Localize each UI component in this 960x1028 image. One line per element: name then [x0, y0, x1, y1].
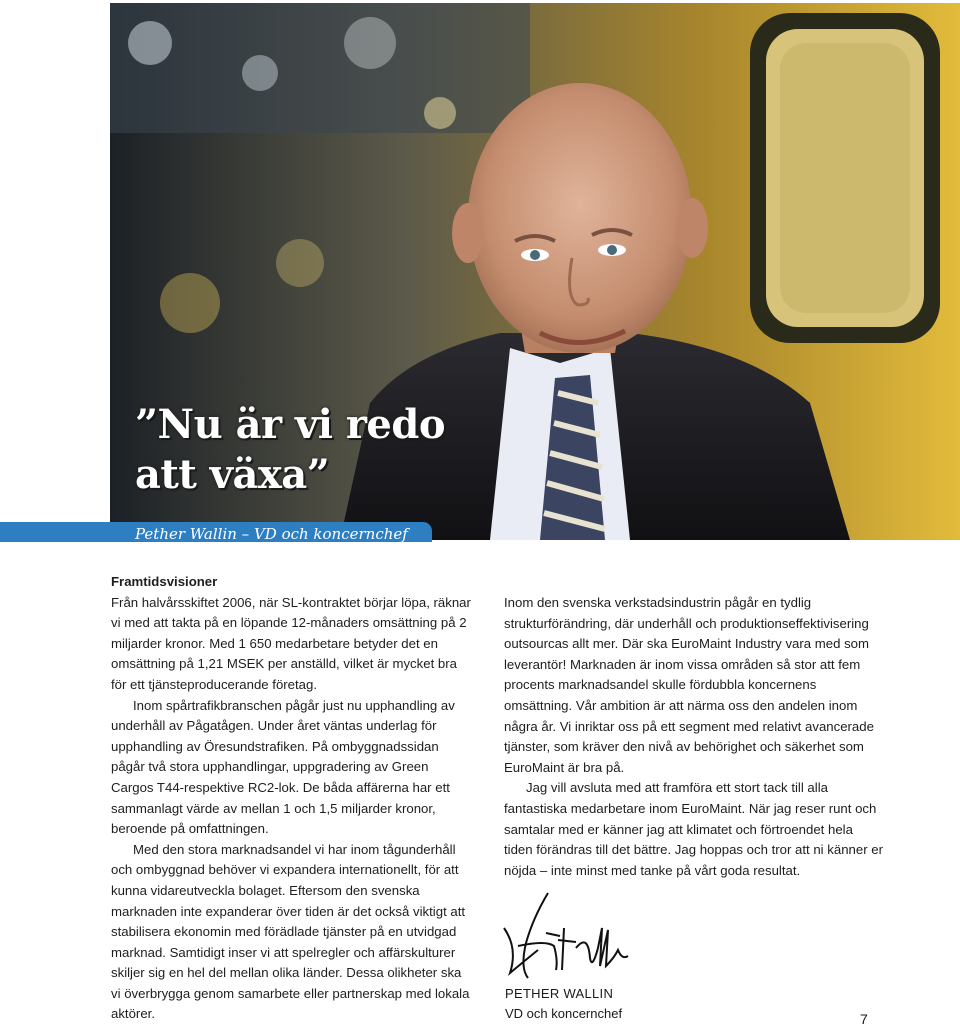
right-paragraph-2: Jag vill avsluta med att framföra ett stort tack till alla fantastiska medarbetare inom EuroMaint. När jag reser runt och samtalar med er känner jag att klimatet och förtroendet hela tiden förändras till det bättre. Jag hoppas och tror att ni känner er nöjda – inte minst med tanke på vårt goda resultat. — [504, 780, 883, 878]
left-paragraph-2: Inom spårtrafikbranschen pågår just nu upphandling av underhåll av Pågatågen. Under året väntas underlag för upphandling av Öresundstrafiken. På ombyggnadssidan pågår två stora upphandlingar, uppgradering av Green Cargos T44-respektive RC2-lok. De båda affärerna har ett sammanlagt värde av mellan 1 och 1,5 miljarder kronor, beroende på omfattningen. — [111, 697, 455, 837]
left-paragraph-3: Med den stora marknadsandel vi har inom tågunderhåll och ombyggnad behöver vi expandera internationellt, för att kunna vidareutveckla bolaget. Eftersom den svenska marknaden inte expanderar över tiden är det också viktigt att stabilisera ekonomin med förädlade tjänster på en utvidgad marknad. Samtidigt inser vi att spelregler och affärskulturer skiljer sig en hel del mellan olika länder. Dessa olikheter ska vi överbrygga genom samarbete eller partnerskap med lokala aktörer. — [111, 841, 470, 1022]
left-column — [111, 572, 471, 1025]
section-heading: Framtidsvisioner — [111, 574, 218, 589]
right-paragraph-1: Inom den svenska verkstadsindustrin pågår en tydlig strukturförändring, där underhåll och produktionseffektivisering outsourcas allt mer. Där ska EuroMaint Industry vara med som leverantör! Marknaden är inom vissa områden så stor att fem procents marknadsandel skulle fördubbla koncernens omsättning. Vår ambition är att närma oss den andelen inom några år. Vi inriktar oss på ett segment med relativt avancerade tjänster, som kräver den nivå av behörighet och säkerhet som EuroMaint är bra på. — [504, 595, 874, 775]
headline-line-2: att växa” — [135, 451, 330, 498]
right-column — [504, 593, 884, 881]
page-number: 7 — [860, 1011, 868, 1027]
byline: Pether Wallin – VD och koncernchef — [135, 525, 408, 543]
left-paragraph-1: Från halvårsskiftet 2006, när SL-kontraktet börjar löpa, räknar vi med att takta på en löpande 12-månaders omsättning på 2 miljarder kronor. Med 1 650 medarbetare betyder det en omsättning på 1,21 MSEK per anställd, vilket är mycket bra för ett tjänsteproducerande företag. — [111, 594, 471, 692]
headline — [135, 400, 445, 500]
headline-line-1: ”Nu är vi redo — [135, 401, 446, 448]
signature-name: PETHER WALLIN — [505, 986, 614, 1001]
signature-title: VD och koncernchef — [505, 1006, 623, 1021]
handwritten-signature-icon — [498, 888, 638, 988]
